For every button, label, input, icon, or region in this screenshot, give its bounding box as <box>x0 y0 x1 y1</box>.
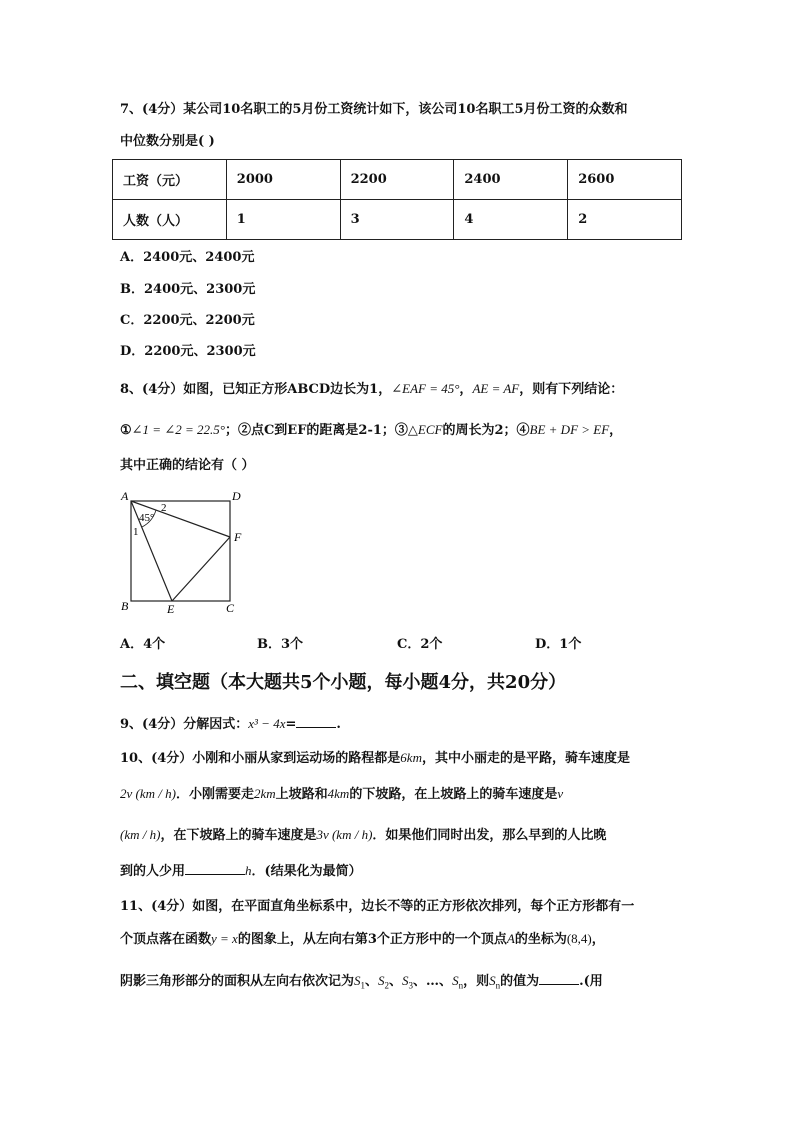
q8-option-d: D．1个 <box>535 637 582 652</box>
q8-sep: ， <box>459 382 473 397</box>
q10-uphill-speed: v <box>557 786 564 801</box>
q8-stem-line1 <box>120 379 623 400</box>
q11-answer-blank <box>539 970 579 985</box>
q11-subscript: 3 <box>408 980 414 991</box>
q8-statement-end: ， <box>609 423 623 438</box>
q10-text: 10、(4分）小刚和小丽从家到运动场的路程都是 <box>120 751 401 766</box>
q11-point-a: A <box>506 931 515 946</box>
table-row <box>113 200 682 240</box>
q9-answer-blank <box>296 713 336 728</box>
q10-line3 <box>120 825 606 846</box>
q11-area-symbol: S <box>402 973 409 988</box>
q11-text: ，则 <box>463 974 490 989</box>
q11-text: 的值为 <box>500 974 540 989</box>
q10-line1 <box>120 748 630 769</box>
q8-stem-text-b: ，则有下列结论： <box>519 382 624 397</box>
q11-sep: 、 <box>389 974 403 989</box>
q10-text: ．小刚需要走 <box>175 787 254 802</box>
q11-area-symbol: S <box>452 973 459 988</box>
q11-text: .(用 <box>579 974 603 989</box>
q11-coordinate: (8,4) <box>566 931 592 946</box>
q11-area-symbol: S <box>489 973 496 988</box>
q8-statement-1: ∠1 = ∠2 = 22.5° <box>131 422 225 437</box>
q8-option-b: B．3个 <box>257 637 304 652</box>
q7-stem-line2: 中位数分别是( ) <box>120 134 215 149</box>
vertex-label-c: C <box>226 601 235 615</box>
table-cell: 2200 <box>340 160 454 200</box>
section-heading: 二、填空题（本大题共5个小题，每小题4分，共20分） <box>120 672 567 693</box>
q8-stem-line3: 其中正确的结论有（ ） <box>120 458 255 473</box>
q10-text: 到的人少用 <box>120 864 186 879</box>
q11-text: 阴影三角形部分的面积从左向右依次记为 <box>120 974 355 989</box>
q11-subscript: 1 <box>360 980 366 991</box>
table-cell: 2 <box>568 200 682 240</box>
q11-text: 的坐标为 <box>514 932 567 947</box>
q10-hour-unit: h <box>245 863 252 878</box>
vertex-label-f: F <box>234 530 242 544</box>
q7-option-d: D．2200元、2300元 <box>120 344 256 359</box>
vertex-label-d: D <box>232 489 241 503</box>
q8-statement-3: 的周长为2；④ <box>442 423 530 438</box>
q11-function: y = x <box>211 931 238 946</box>
q10-line4 <box>120 860 362 882</box>
table-cell: 4 <box>454 200 568 240</box>
q10-text: ．(结果化为最简） <box>251 864 362 879</box>
q7-option-b: B．2400元、2300元 <box>120 282 256 297</box>
table-cell: 2400 <box>454 160 568 200</box>
q8-statements <box>120 420 622 441</box>
q11-line2 <box>120 929 605 950</box>
q10-speed-flat: 2v (km / h) <box>120 786 176 801</box>
q10-text: 的下坡路，在上坡路上的骑车速度是 <box>349 787 558 802</box>
table-cell: 人数（人） <box>113 200 227 240</box>
q8-triangle-ecf: △ECF <box>407 422 443 437</box>
q10-unit: (km / h) <box>120 827 161 842</box>
q8-ae-af: AE = AF <box>472 381 520 396</box>
angle-label-1: 1 <box>133 526 139 538</box>
angle-label-45: 45° <box>139 512 155 524</box>
q8-stem-text: 8、(4分）如图，已知正方形ABCD边长为1， <box>120 382 392 397</box>
vertex-label-e: E <box>167 602 175 616</box>
q10-downhill-distance: 4km <box>327 786 350 801</box>
table-cell: 2000 <box>226 160 340 200</box>
q8-statement-2: ；②点C到EF的距离是2-1；③ <box>224 423 408 438</box>
q10-text: ．如果他们同时出发，那么早到的人比晚 <box>372 828 607 843</box>
q10-distance: 6km <box>400 750 422 765</box>
q9-prefix: 9、(4分）分解因式： <box>120 717 249 732</box>
q10-text: 上坡路和 <box>275 787 328 802</box>
table-cell: 工资（元） <box>113 160 227 200</box>
q11-area-symbol: S <box>378 973 385 988</box>
table-cell: 3 <box>340 200 454 240</box>
q11-sep: 、…、 <box>413 974 453 989</box>
q8-circle-1: ① <box>120 423 132 438</box>
table-cell: 2600 <box>568 160 682 200</box>
q9-equals: = <box>285 717 297 732</box>
q11-text: 的图象上，从左向右第3个正方形中的一个顶点 <box>237 932 507 947</box>
segment-ef <box>172 537 230 601</box>
table-row <box>113 160 682 200</box>
q8-statement-4: BE + DF > EF <box>529 422 610 437</box>
q7-option-a: A．2400元、2400元 <box>120 250 255 265</box>
q10-downhill-speed: 3v (km / h) <box>316 827 373 842</box>
wage-table <box>112 159 682 240</box>
q9-expression: x³ − 4x <box>248 716 286 731</box>
q10-line2 <box>120 784 563 805</box>
q9-end: . <box>336 717 341 732</box>
q11-subscript: 2 <box>384 980 390 991</box>
q11-text: ， <box>591 932 605 947</box>
q11-area-symbol: S <box>354 973 361 988</box>
vertex-label-a: A <box>121 489 129 503</box>
q11-subscript: n <box>495 980 501 991</box>
q11-subscript: n <box>458 980 464 991</box>
q11-line1: 11、(4分）如图，在平面直角坐标系中，边长不等的正方形依次排列，每个正方形都有一 <box>120 899 635 914</box>
vertex-label-b: B <box>121 599 129 613</box>
q10-answer-blank <box>185 860 245 875</box>
table-cell: 1 <box>226 200 340 240</box>
q11-sep: 、 <box>365 974 379 989</box>
q10-text: ，在下坡路上的骑车速度是 <box>160 828 317 843</box>
square-figure <box>112 484 252 620</box>
q11-line3 <box>120 970 603 996</box>
angle-label-2: 2 <box>161 502 167 514</box>
q8-option-c: C．2个 <box>397 637 443 652</box>
q8-option-a: A．4个 <box>120 637 166 652</box>
q10-uphill-distance: 2km <box>253 786 276 801</box>
q10-text: ，其中小丽走的是平路，骑车速度是 <box>421 751 630 766</box>
q11-text: 个顶点落在函数 <box>120 932 212 947</box>
q9-line <box>120 713 341 735</box>
q7-option-c: C．2200元、2200元 <box>120 313 255 328</box>
q8-angle-eaf: ∠EAF = 45° <box>391 381 460 396</box>
q7-stem-line1: 7、(4分）某公司10名职工的5月份工资统计如下，该公司10名职工5月份工资的众数和 <box>120 102 628 117</box>
